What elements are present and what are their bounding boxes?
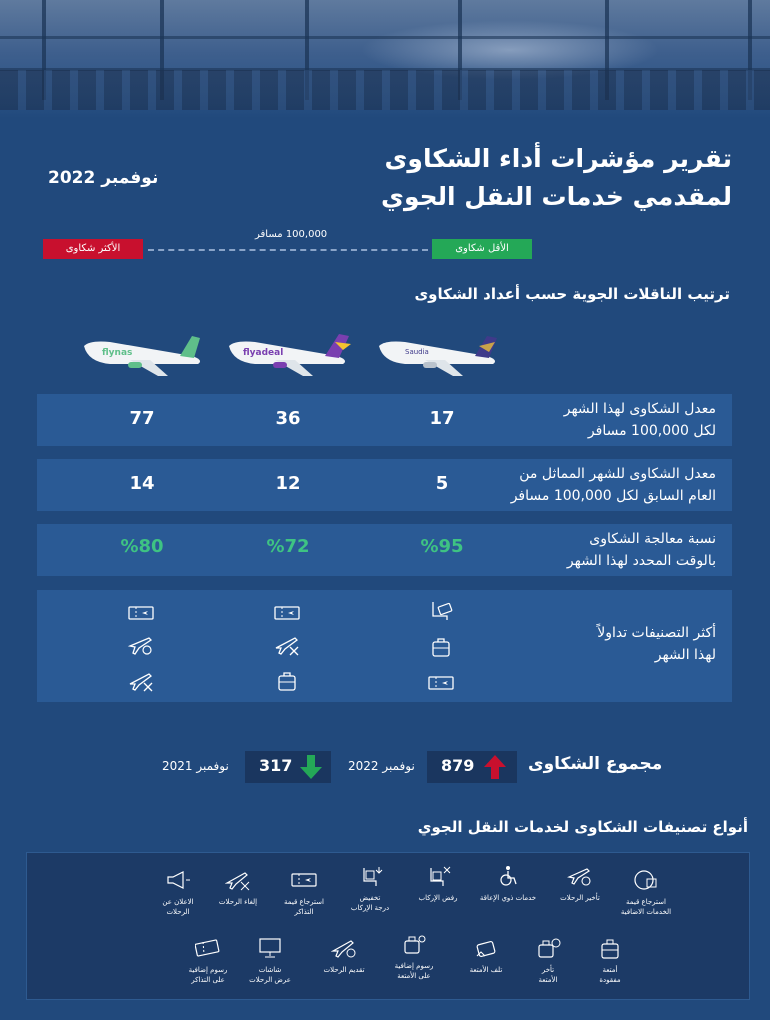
legend-least-badge: الأقل شكاوى	[432, 239, 532, 259]
current-total-value: 879	[441, 756, 475, 775]
flynas-logo-text: flynas	[102, 348, 133, 358]
flyadeal-value: 36	[275, 408, 301, 429]
seat-downgrade-icon	[427, 600, 455, 622]
saudia-logo-text: Saudia	[405, 348, 429, 356]
row-label: أكثر التصنيفات تداولاً لهذا الشهر	[597, 625, 716, 663]
saudia-plane-icon	[375, 332, 505, 382]
ticket-icon	[291, 869, 317, 891]
megaphone-icon	[165, 869, 191, 891]
flyadeal-logo-text: flyadeal	[243, 348, 284, 358]
saudia-value: %95	[420, 536, 464, 557]
ticket-fee-icon	[195, 937, 221, 959]
ticket-icon	[127, 602, 155, 624]
flynas-value: 77	[129, 408, 155, 429]
type-item: أمتعة مفقودة	[575, 937, 645, 985]
luggage-damage-icon	[473, 937, 499, 959]
service-refund-icon	[633, 869, 659, 891]
screen-icon	[257, 937, 283, 959]
luggage-fee-icon	[401, 933, 427, 955]
previous-total-box	[245, 751, 331, 783]
type-item: تأخير الرحلات	[545, 865, 615, 903]
plane-early-icon	[331, 937, 357, 959]
saudia-value: 17	[429, 408, 455, 429]
type-item: رفض الإركاب	[403, 865, 473, 903]
luggage-lost-icon	[597, 937, 623, 959]
plane-delay-icon	[127, 634, 155, 656]
type-item: استرجاع قيمة التذاكر	[269, 869, 339, 917]
flyadeal-value: %72	[266, 536, 310, 557]
legend-center-label: 100,000 مسافر	[255, 229, 328, 240]
hero-banner	[0, 0, 770, 118]
current-date: نوفمبر 2022	[348, 759, 415, 773]
luggage-delay-icon	[535, 937, 561, 959]
seat-denied-icon	[425, 865, 451, 887]
type-item: رسوم إضافية على الأمتعة	[379, 933, 449, 981]
previous-date: نوفمبر 2021	[162, 759, 229, 773]
types-panel	[26, 852, 750, 1000]
flynas-value: 14	[129, 473, 155, 494]
flynas-plane-icon	[80, 332, 210, 382]
arrow-up-icon	[483, 754, 507, 780]
plane-cancel-icon	[127, 670, 155, 692]
row-label: معدل الشكاوى للشهر المماثل من العام السابق لكل 100,000 مسافر	[510, 466, 716, 504]
wheelchair-icon	[495, 865, 521, 887]
row-processing	[37, 524, 732, 576]
current-total-box	[427, 751, 517, 783]
type-item: تأخر الأمتعة	[513, 937, 583, 985]
row-categories	[37, 590, 732, 702]
type-item: شاشات عرض الرحلات	[235, 937, 305, 985]
plane-delay-icon	[567, 865, 593, 887]
row-label: نسبة معالجة الشكاوى بالوقت المحدد لهذا الشهر	[566, 531, 716, 569]
flynas-value: %80	[120, 536, 164, 557]
luggage-icon	[427, 636, 455, 658]
saudia-value: 5	[435, 473, 449, 494]
plane-cancel-icon	[273, 634, 301, 656]
row-label: معدل الشكاوى لهذا الشهر لكل 100,000 مسافر	[563, 401, 716, 439]
type-item: تلف الأمتعة	[451, 937, 521, 975]
totals-label: مجموع الشكاوى	[528, 754, 663, 774]
type-item: رسوم إضافية على التذاكر	[173, 937, 243, 985]
flyadeal-plane-icon	[225, 332, 355, 382]
type-item: الاعلان عن الرحلات	[143, 869, 213, 917]
type-item: تخفيض درجة الإركاب	[335, 865, 405, 913]
type-item: تقديم الرحلات	[309, 937, 379, 975]
seat-downgrade-icon	[357, 865, 383, 887]
ticket-icon	[273, 602, 301, 624]
types-title: أنواع تصنيفات الشكاوى لخدمات النقل الجوي	[417, 818, 748, 836]
report-date: نوفمبر 2022	[48, 168, 159, 188]
page-title: تقرير مؤشرات أداء الشكاوى لمقدمي خدمات النقل الجوي	[381, 144, 732, 211]
type-item: استرجاع قيمة الخدمات الاضافية	[611, 869, 681, 917]
plane-cancel-icon	[225, 869, 251, 891]
type-item: خدمات ذوي الإعاقة	[473, 865, 543, 903]
legend-divider	[148, 249, 428, 251]
luggage-icon	[273, 670, 301, 692]
type-item: إلغاء الرحلات	[203, 869, 273, 907]
legend-most-badge: الأكثر شكاوى	[43, 239, 143, 259]
row-monthly-rate	[37, 394, 732, 446]
row-last-year-rate	[37, 459, 732, 511]
flyadeal-value: 12	[275, 473, 301, 494]
ranking-title: ترتيب الناقلات الجوية حسب أعداد الشكاوى	[414, 285, 730, 303]
ticket-icon	[427, 672, 455, 694]
arrow-down-icon	[299, 754, 323, 780]
previous-total-value: 317	[259, 756, 293, 775]
